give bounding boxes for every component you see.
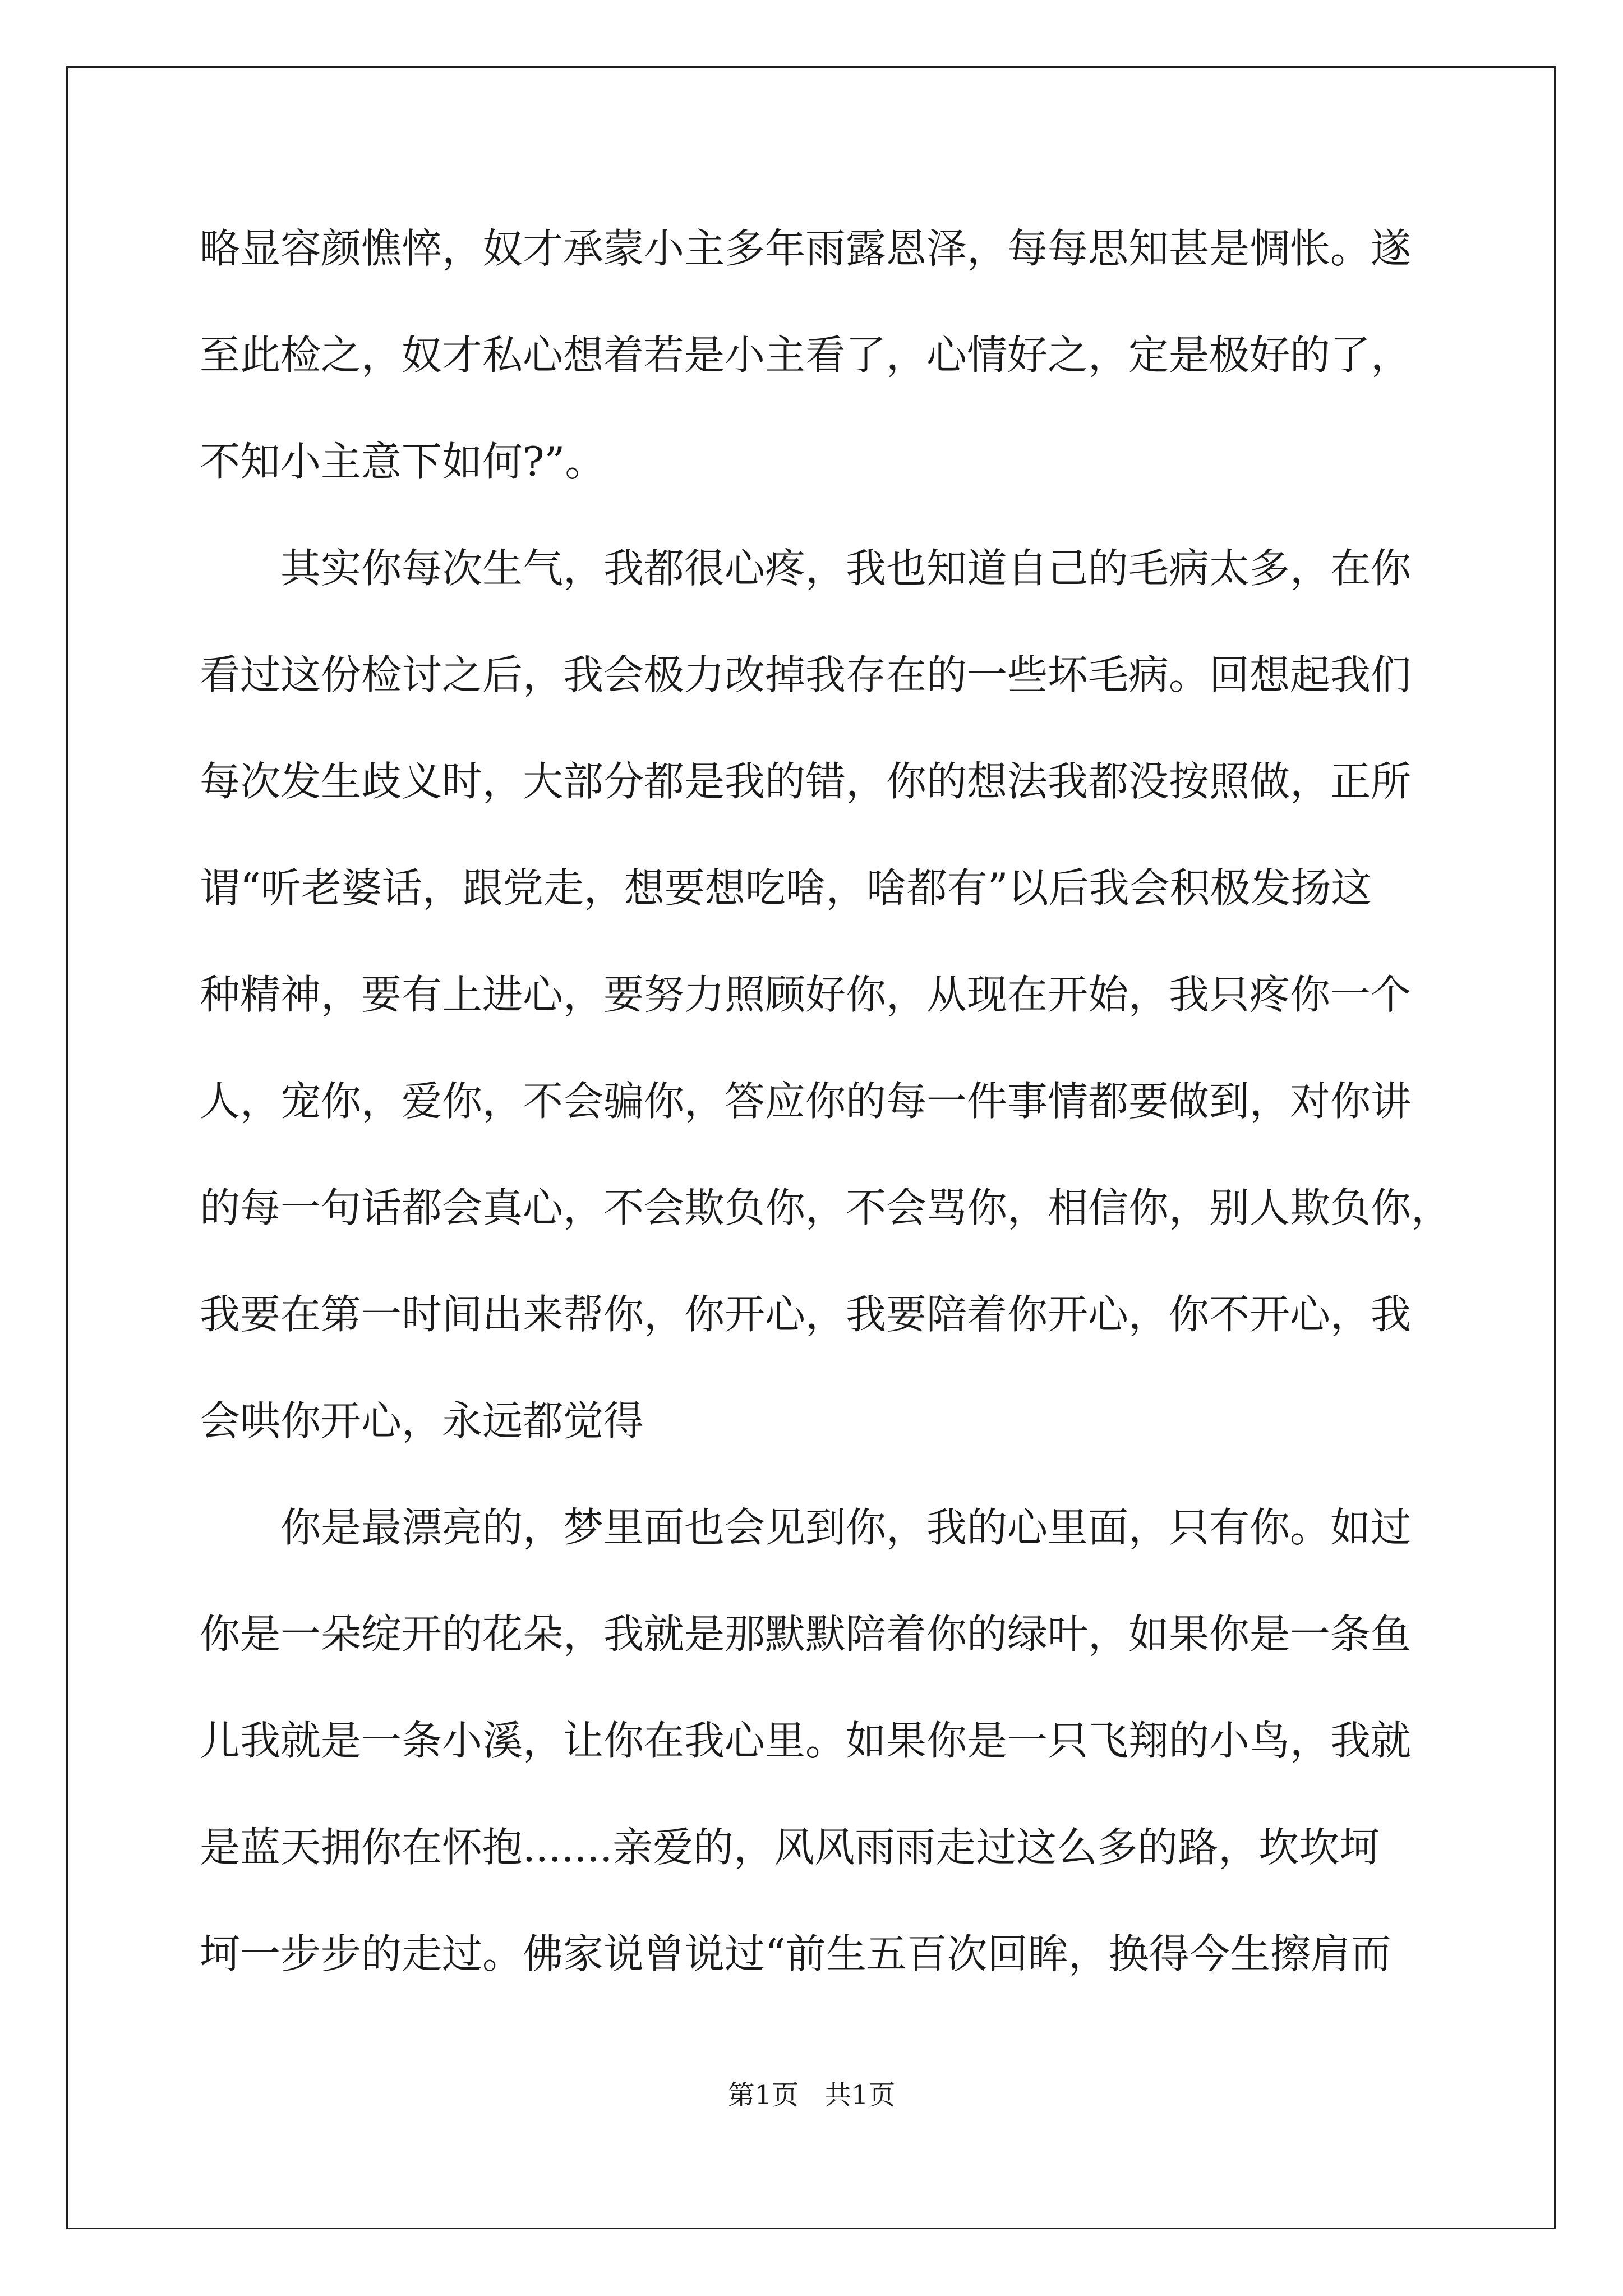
paragraph-start-line: 你是最漂亮的，梦里面也会见到你，我的心里面，只有你。如过: [280, 1504, 1412, 1551]
text-line: 不知小主意下如何?”。: [200, 438, 606, 485]
page-border: [66, 66, 1556, 2229]
text-line: 人，宠你，爱你，不会骗你，答应你的每一件事情都要做到，对你讲: [200, 1078, 1412, 1125]
text-line: 会哄你开心，永远都觉得: [200, 1397, 644, 1444]
text-line: 略显容颜憔悴，奴才承蒙小主多年雨露恩泽，每每思知甚是惆怅。遂: [200, 225, 1412, 272]
text-line: 你是一朵绽开的花朵，我就是那默默陪着你的绿叶，如果你是一条鱼: [200, 1611, 1412, 1658]
text-line: 坷一步步的走过。佛家说曾说过“前生五百次回眸，换得今生擦肩而: [200, 1930, 1391, 1977]
text-line: 我要在第一时间出来帮你，你开心，我要陪着你开心，你不开心，我: [200, 1291, 1412, 1338]
paragraph-start-line: 其实你每次生气，我都很心疼，我也知道自己的毛病太多，在你: [280, 545, 1412, 592]
text-line: 儿我就是一条小溪，让你在我心里。如果你是一只飞翔的小鸟，我就: [200, 1717, 1412, 1764]
text-line: 是蓝天拥你在怀抱.......亲爱的，风风雨雨走过这么多的路，坎坎坷: [200, 1824, 1380, 1871]
text-line: 每次发生歧义时，大部分都是我的错，你的想法我都没按照做，正所: [200, 758, 1412, 805]
text-line: 的每一句话都会真心，不会欺负你，不会骂你，相信你，别人欺负你，: [200, 1184, 1452, 1231]
text-line: 谓“听老婆话，跟党走，想要想吃啥，啥都有”以后我会积极发扬这: [200, 864, 1372, 912]
text-line: 看过这份检讨之后，我会极力改掉我存在的一些坏毛病。回想起我们: [200, 651, 1412, 698]
text-line: 种精神，要有上进心，要努力照顾好你，从现在开始，我只疼你一个: [200, 971, 1412, 1018]
text-line: 至此检之，奴才私心想着若是小主看了，心情好之，定是极好的了，: [200, 332, 1412, 379]
page-footer: 第1页 共1页: [727, 2079, 896, 2111]
